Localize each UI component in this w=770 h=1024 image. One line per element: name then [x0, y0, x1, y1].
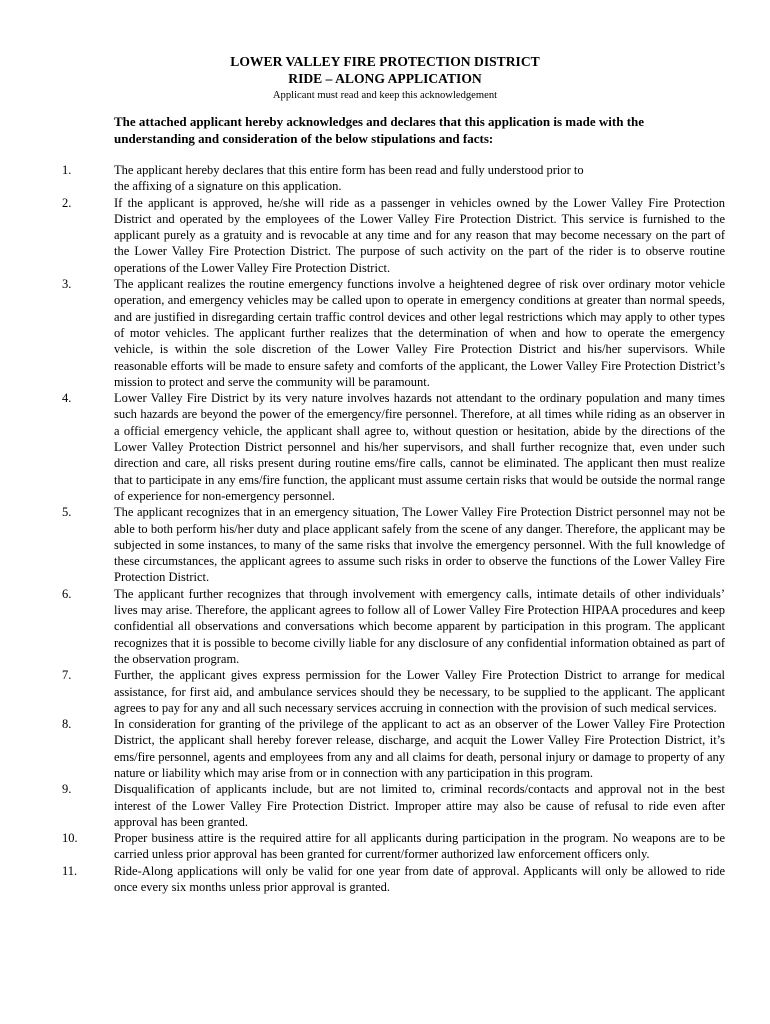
- district-title: LOWER VALLEY FIRE PROTECTION DISTRICT: [230, 54, 540, 69]
- item-number: 7.: [62, 668, 72, 683]
- item-number: 6.: [62, 586, 72, 601]
- item-text: Ride-Along applications will only be valid for one year from date of approval. Applicants will only be allowed to ride once every six months unless prior approval is granted.: [114, 863, 725, 895]
- form-title: RIDE – ALONG APPLICATION: [288, 71, 482, 86]
- list-item: [0, 781, 770, 830]
- item-text: Proper business attire is the required attire for all applicants during participation in the program. No weapons are to be carried unless prior approval has been granted for current/former authorized law enforcement officers only.: [114, 831, 725, 862]
- item-text: The applicant hereby declares that this entire form has been read and fully understood prior to the affixing of a signature on this application.: [114, 163, 584, 194]
- item-number: 4.: [62, 391, 72, 406]
- item-text: If the applicant is approved, he/she will ride as a passenger in vehicles owned by the Lower Valley Fire Protection District and operated by the employees of the Lower Valley Fire Protection District. This service is furnished to the applicant purely as a gratuity and is revocable at any time and for any reason that may become necessary on the part of the Lower Valley Fire Protection District. The purpose of such activity on the part of the rider is to observe routine operations of the Lower Valley Fire Protection District.: [114, 195, 725, 275]
- list-item: [0, 195, 770, 276]
- intro-statement: The attached applicant hereby acknowledges and declares that this application is made with the understanding and consideration of the below stipulations and facts:: [114, 114, 645, 146]
- form-subtitle: Applicant must read and keep this acknowledgement: [272, 90, 498, 101]
- item-text: The applicant further recognizes that through involvement with emergency calls, intimate details of other individuals’ lives may arise. Therefore, the applicant agrees to follow all of Lower Valley Fire Protection HIPAA procedures and keep confidential all observations and conversations which become apparent by participation in this program. The applicant recognizes that it is possible to become civilly liable for any disclosure of any confidential information obtained as part of the observation program.: [114, 586, 725, 666]
- item-text: The applicant recognizes that in an emergency situation, The Lower Valley Fire Protection District personnel may not be able to both perform his/her duty and place applicant safely from the scene of any danger. Therefore, the applicant may be subjected in some instances, to many of the same risks that involve the emergency personnel. With the full knowledge of these circumstances, the applicant agrees to assume such risks in order to observe the functions of the Lower Valley Fire Protection District.: [114, 505, 725, 585]
- item-number: 8.: [62, 717, 72, 732]
- item-text: In consideration for granting of the privilege of the applicant to act as an observer of the Lower Valley Fire Protection District, the applicant shall hereby forever release, discharge, and acquit the Lower Valley Fire Protection District, it’s ems/fire personnel, agents and employees from any and all claims for death, personal injury or damage to property of any nature or liability which may arise from or in connection with any participation in this program.: [114, 717, 725, 780]
- list-item: [0, 504, 770, 585]
- item-text: The applicant realizes the routine emergency functions involve a heightened degree of risk over ordinary motor vehicle operation, and emergency vehicles may be called upon to operate in emergency conditions at greater than normal speeds, and are justified in disregarding certain traffic control devices and other legal restrictions which may apply to other types of motor vehicles. The applicant further realizes that the determination of when and how to operate the emergency vehicle, is within the sole discretion of the Lower Valley Fire Protection District and his/her supervisors. While reasonable efforts will be made to ensure safety and comforts of the applicant, the Lower Valley Fire Protection District’s mission to protect and serve the community will be paramount.: [114, 277, 725, 389]
- item-number: 10.: [62, 831, 78, 846]
- list-item: [0, 830, 770, 863]
- item-text: Lower Valley Fire District by its very nature involves hazards not attendant to the ordinary population and many times such hazards are beyond the power of the emergency/fire personnel. Therefore, at all times while riding as an observer in a official emergency vehicle, the applicant shall agree to, without question or hesitation, abide by the directions of the Lower Valley Protection District personnel and his/her supervisors, and shall further recognize that, even under such direction and care, all risks present during routine ems/fire calls, cannot be eliminated. The applicant then must realize that to participate in any ems/fire function, the applicant must assume certain risks that would be outside the normal range of experience for non-emergency personnel.: [114, 391, 725, 503]
- stipulations-list: [0, 162, 770, 895]
- item-number: 2.: [62, 195, 72, 210]
- list-item: [0, 863, 770, 896]
- list-item: [0, 390, 770, 504]
- item-number: 9.: [62, 782, 72, 797]
- item-text: Disqualification of applicants include, but are not limited to, criminal records/contacts and approval not in the best interest of the Lower Valley Fire Protection District. Improper attire may also be cause of refusal to ride even after approval has been granted.: [114, 782, 725, 829]
- list-item: [0, 716, 770, 781]
- item-number: 5.: [62, 505, 72, 520]
- list-item: [0, 586, 770, 667]
- item-number: 1.: [62, 163, 72, 177]
- item-number: 3.: [62, 277, 72, 292]
- list-item: [0, 162, 770, 195]
- item-number: 11.: [62, 863, 78, 878]
- item-text: Further, the applicant gives express permission for the Lower Valley Fire Protection District to arrange for medical assistance, for first aid, and ambulance services should they be necessary, to be supplied to the applicant. The applicant agrees to pay for any and all such necessary services accruing in connection with the provision of such medical services.: [114, 668, 725, 715]
- list-item: [0, 276, 770, 390]
- list-item: [0, 667, 770, 716]
